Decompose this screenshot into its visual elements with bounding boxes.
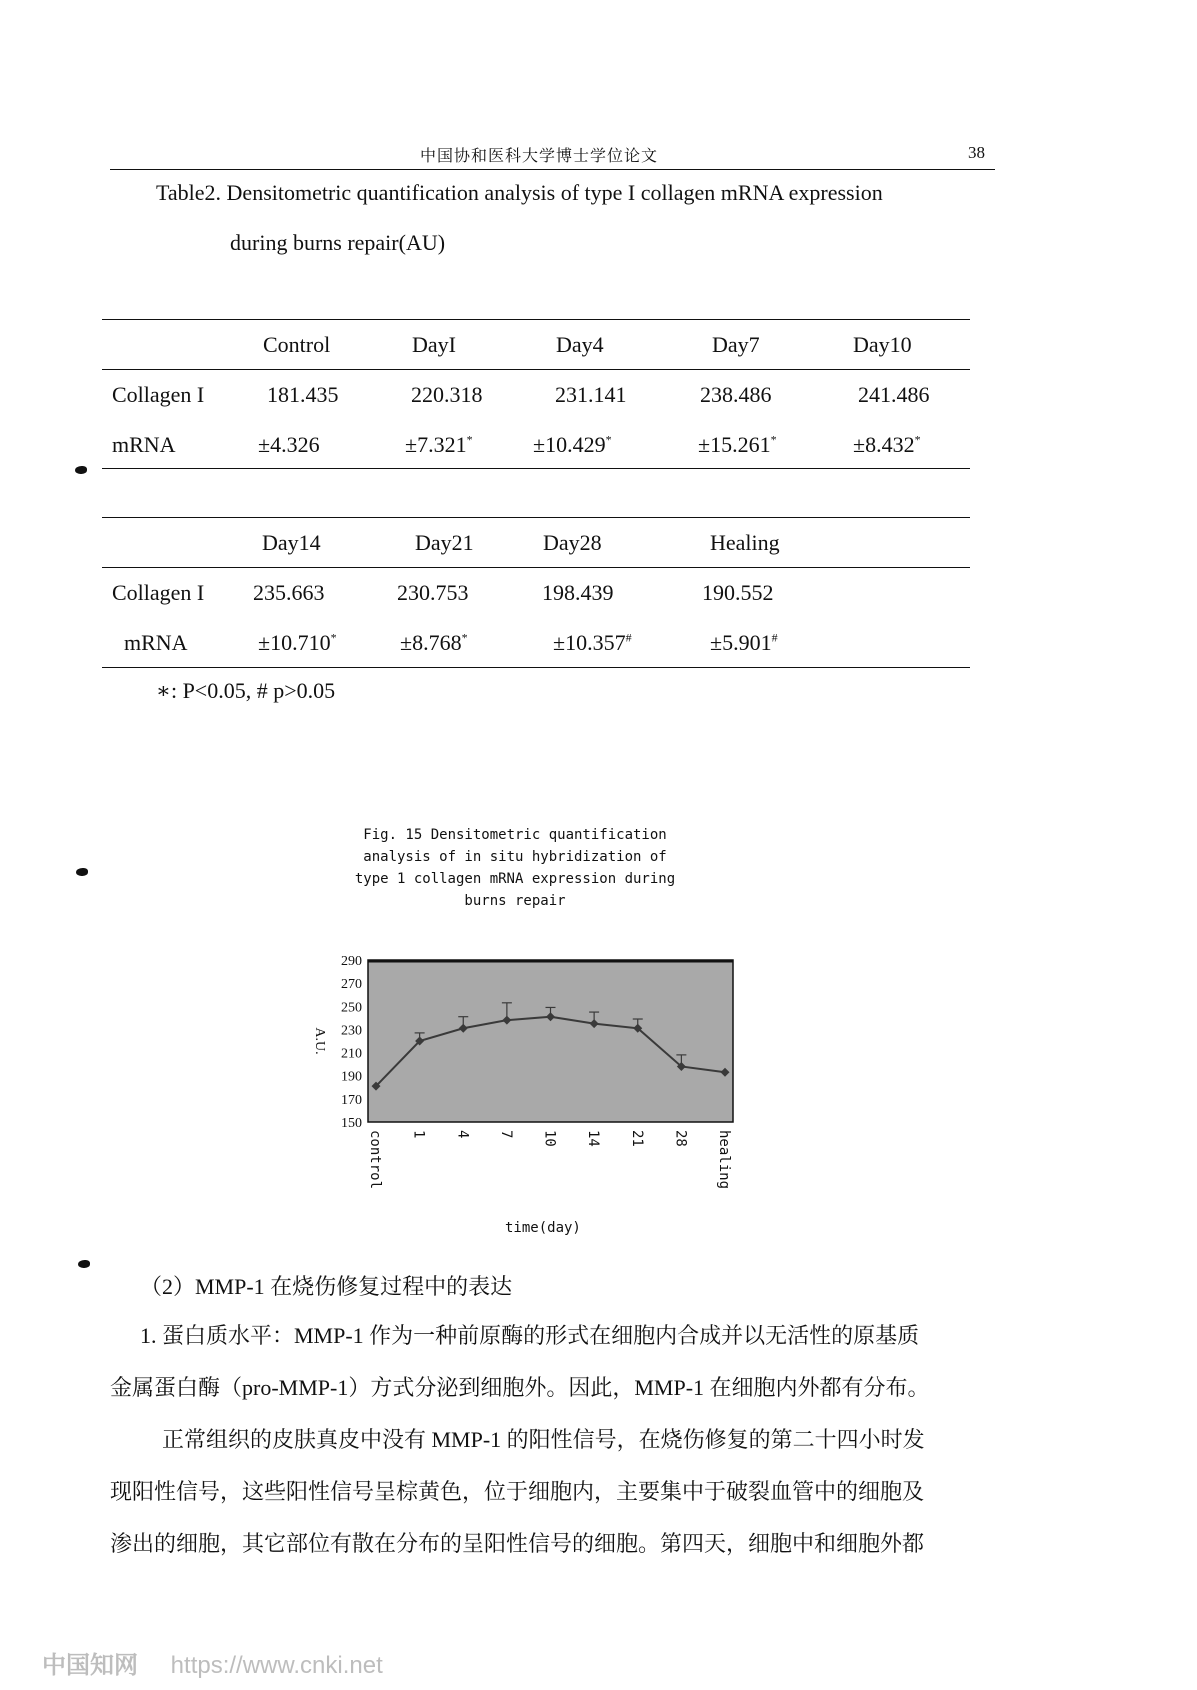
x-tick-label: 10 (541, 1130, 558, 1147)
x-tick-label: 4 (454, 1130, 471, 1139)
running-header-title: 中国协和医科大学博士学位论文 (420, 148, 659, 165)
table-caption-line-1: Table2. Densitometric quantification analysis of type I collagen mRNA expression (156, 180, 883, 205)
row-label: mRNA (112, 432, 176, 457)
table-cell-mean: 181.435 (267, 382, 339, 407)
table-cell-mean: 198.439 (542, 580, 614, 605)
table-top-rule (102, 319, 970, 320)
table-part2-header-rule (102, 567, 970, 568)
paragraph-line: 金属蛋白酶（pro-MMP-1）方式分泌到细胞外。因此，MMP-1 在细胞内外都有分布。 (110, 1375, 930, 1400)
page-number: 38 (968, 143, 985, 162)
table-part2-top-rule (102, 517, 970, 518)
table-header-cell: Day14 (262, 530, 321, 555)
table-cell-mean: 220.318 (411, 382, 483, 407)
x-tick-label: 1 (410, 1130, 427, 1139)
paragraph-line: 1. 蛋白质水平：MMP-1 作为一种前原酶的形式在细胞内合成并以无活性的原基质 (140, 1323, 920, 1348)
line-chart (300, 955, 740, 1217)
row-label: mRNA (124, 630, 188, 655)
x-tick-label: healing (716, 1130, 732, 1190)
table-cell-mean: 241.486 (858, 382, 930, 407)
y-tick-label: 210 (341, 1046, 362, 1062)
table-header-cell: Day21 (415, 530, 474, 555)
table-cell-mean: 190.552 (702, 580, 774, 605)
table-part1-bottom-rule (102, 468, 970, 469)
paragraph-line: 现阳性信号，这些阳性信号呈棕黄色，位于细胞内，主要集中于破裂血管中的细胞及 (110, 1479, 925, 1504)
table-cell-sd: ±10.710* (258, 630, 337, 655)
table-cell-sd: ±8.768* (400, 630, 468, 655)
table-header-cell: Control (263, 332, 331, 357)
scan-mark (75, 466, 87, 474)
table-bottom-rule (102, 667, 970, 668)
x-tick-label: 7 (497, 1130, 514, 1139)
scan-mark (76, 868, 88, 876)
figure-caption (330, 824, 700, 912)
paragraph-line: 渗出的细胞，其它部位有散在分布的呈阳性信号的细胞。第四天，细胞中和细胞外都 (110, 1531, 925, 1556)
table-cell-sd: ±7.321* (405, 432, 473, 457)
row-label: Collagen I (112, 382, 205, 407)
x-tick-label: 14 (585, 1130, 602, 1147)
x-tick-label: 28 (672, 1130, 689, 1147)
table-cell-mean: 231.141 (555, 382, 627, 407)
header-rule (110, 169, 995, 170)
y-tick-label: 270 (341, 977, 362, 993)
table-cell-sd: ±8.432* (853, 432, 921, 457)
footer-brand: 中国知网 (42, 1652, 138, 1679)
x-tick-label: 21 (628, 1130, 645, 1147)
table-header-cell: Day28 (543, 530, 602, 555)
x-tick-label: control (367, 1130, 383, 1190)
x-axis-label: time(day) (505, 1220, 581, 1236)
table-header-cell: Day7 (712, 332, 760, 357)
table-header-rule (102, 369, 970, 370)
table-footnote: ∗: P<0.05, # p>0.05 (156, 678, 336, 703)
figure-caption-line: burns repair (464, 893, 566, 909)
y-tick-label: 250 (341, 1000, 362, 1016)
table-cell-sd: ±10.357# (553, 630, 632, 655)
table-cell-sd: ±10.429* (533, 432, 612, 457)
y-tick-label: 190 (341, 1069, 362, 1085)
table-cell-sd: ±4.326 (258, 432, 320, 457)
section-heading: （2）MMP-1 在烧伤修复过程中的表达 (140, 1274, 513, 1299)
row-label: Collagen I (112, 580, 205, 605)
scan-mark (78, 1260, 90, 1268)
footer-watermark (42, 1645, 383, 1680)
figure-caption-line: analysis of in situ hybridization of (363, 849, 667, 865)
figure-caption-line: Fig. 15 Densitometric quantification (363, 827, 667, 843)
table-cell-mean: 235.663 (253, 580, 325, 605)
table-cell-sd: ±5.901# (710, 630, 778, 655)
table-header-cell: Healing (710, 530, 780, 555)
y-tick-label: 230 (341, 1023, 362, 1039)
table-header-cell: Day10 (853, 332, 912, 357)
footer-url: https://www.cnki.net (170, 1652, 383, 1679)
table-caption-line-2: during burns repair(AU) (230, 230, 446, 255)
y-axis-label: A.U. (312, 1027, 327, 1055)
table-cell-sd: ±15.261* (698, 432, 777, 457)
table-cell-mean: 230.753 (397, 580, 469, 605)
table-header-cell: DayI (412, 332, 456, 357)
paragraph-line: 正常组织的皮肤真皮中没有 MMP-1 的阳性信号，在烧伤修复的第二十四小时发 (162, 1427, 925, 1452)
y-tick-label: 150 (341, 1116, 362, 1131)
table-cell-mean: 238.486 (700, 382, 772, 407)
table-header-cell: Day4 (556, 332, 604, 357)
figure-caption-line: type 1 collagen mRNA expression during (354, 871, 676, 887)
y-tick-label: 290 (341, 955, 362, 969)
y-tick-label: 170 (341, 1092, 362, 1108)
